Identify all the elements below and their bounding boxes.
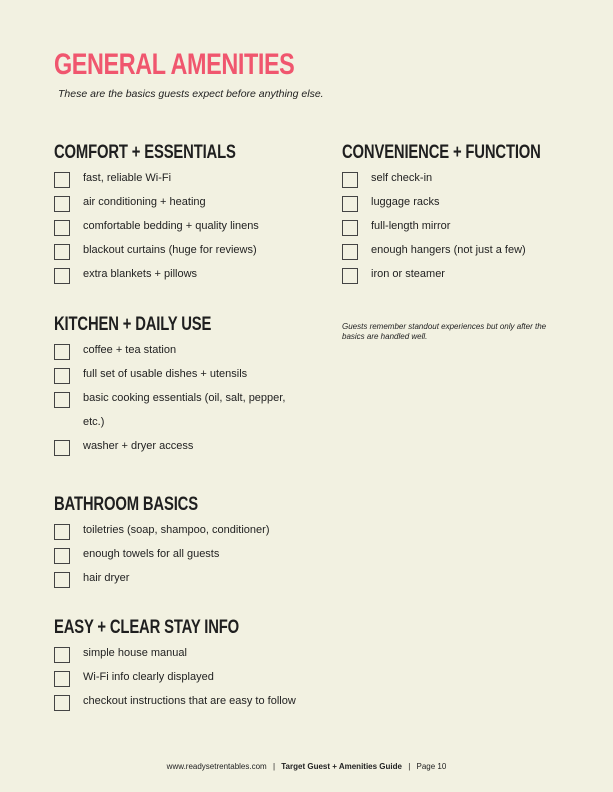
item-label: iron or steamer xyxy=(371,268,445,280)
checkbox[interactable] xyxy=(342,268,358,284)
item-label: self check-in xyxy=(371,172,433,184)
checkbox[interactable] xyxy=(54,440,70,456)
callout-note: Guests remember standout experiences but only after the basics are handled well. xyxy=(342,322,547,341)
item-label: enough hangers (not just a few) xyxy=(371,244,526,256)
section-bathroom xyxy=(54,494,269,594)
checklist-item xyxy=(54,390,303,438)
item-label: basic cooking essentials (oil, salt, pepper, etc.) xyxy=(83,392,286,428)
item-label: air conditioning + heating xyxy=(83,196,206,208)
checklist xyxy=(54,522,269,594)
item-label: simple house manual xyxy=(83,647,187,659)
checkbox[interactable] xyxy=(342,172,358,188)
checklist xyxy=(54,645,296,717)
checklist-item xyxy=(54,693,296,717)
checklist xyxy=(342,170,597,290)
checklist xyxy=(54,342,303,462)
item-label: comfortable bedding + quality linens xyxy=(83,220,259,232)
checkbox[interactable] xyxy=(54,647,70,663)
section-heading: CONVENIENCE + FUNCTION xyxy=(342,142,541,163)
checkbox[interactable] xyxy=(342,220,358,236)
item-label: blackout curtains (huge for reviews) xyxy=(83,244,257,256)
item-label: hair dryer xyxy=(83,572,130,584)
checklist-item xyxy=(54,438,303,462)
checkbox[interactable] xyxy=(54,368,70,384)
footer-site: www.readysetrentables.com xyxy=(166,762,267,771)
item-label: extra blankets + pillows xyxy=(83,268,198,280)
item-label: enough towels for all guests xyxy=(83,548,220,560)
footer-guide-title: Target Guest + Amenities Guide xyxy=(281,762,402,771)
checklist-item xyxy=(54,570,269,594)
checkbox[interactable] xyxy=(54,671,70,687)
section-heading: EASY + CLEAR STAY INFO xyxy=(54,617,240,638)
item-label: full set of usable dishes + utensils xyxy=(83,368,248,380)
checkbox[interactable] xyxy=(54,695,70,711)
checklist xyxy=(54,170,287,290)
page-subtitle: These are the basics guests expect before anything else. xyxy=(58,88,324,100)
section-stay-info xyxy=(54,617,296,717)
section-heading: KITCHEN + DAILY USE xyxy=(54,314,212,335)
footer-page-number: Page 10 xyxy=(416,762,447,771)
item-label: washer + dryer access xyxy=(83,440,194,452)
page-footer xyxy=(0,762,613,771)
section-convenience xyxy=(342,142,597,290)
checklist-item xyxy=(54,266,287,290)
checkbox[interactable] xyxy=(54,344,70,360)
item-label: coffee + tea station xyxy=(83,344,177,356)
section-heading: BATHROOM BASICS xyxy=(54,494,198,515)
page-title: GENERAL AMENITIES xyxy=(54,48,295,81)
footer-separator: | xyxy=(408,762,411,771)
section-heading: COMFORT + ESSENTIALS xyxy=(54,142,236,163)
section-kitchen xyxy=(54,314,303,462)
checkbox[interactable] xyxy=(342,244,358,260)
checkbox[interactable] xyxy=(54,392,70,408)
item-label: Wi-Fi info clearly displayed xyxy=(83,671,214,683)
item-label: fast, reliable Wi-Fi xyxy=(83,172,172,184)
checkbox[interactable] xyxy=(54,196,70,212)
item-label: luggage racks xyxy=(371,196,440,208)
item-label: checkout instructions that are easy to follow xyxy=(83,695,296,707)
checkbox[interactable] xyxy=(54,548,70,564)
checkbox[interactable] xyxy=(54,220,70,236)
section-comfort xyxy=(54,142,287,290)
checkbox[interactable] xyxy=(54,172,70,188)
checkbox[interactable] xyxy=(54,268,70,284)
checkbox[interactable] xyxy=(54,572,70,588)
checkbox[interactable] xyxy=(342,196,358,212)
footer-separator: | xyxy=(272,762,276,771)
item-label: full-length mirror xyxy=(371,220,451,232)
checklist-item xyxy=(342,266,597,290)
checkbox[interactable] xyxy=(54,244,70,260)
checkbox[interactable] xyxy=(54,524,70,540)
item-label: toiletries (soap, shampoo, conditioner) xyxy=(83,524,270,536)
